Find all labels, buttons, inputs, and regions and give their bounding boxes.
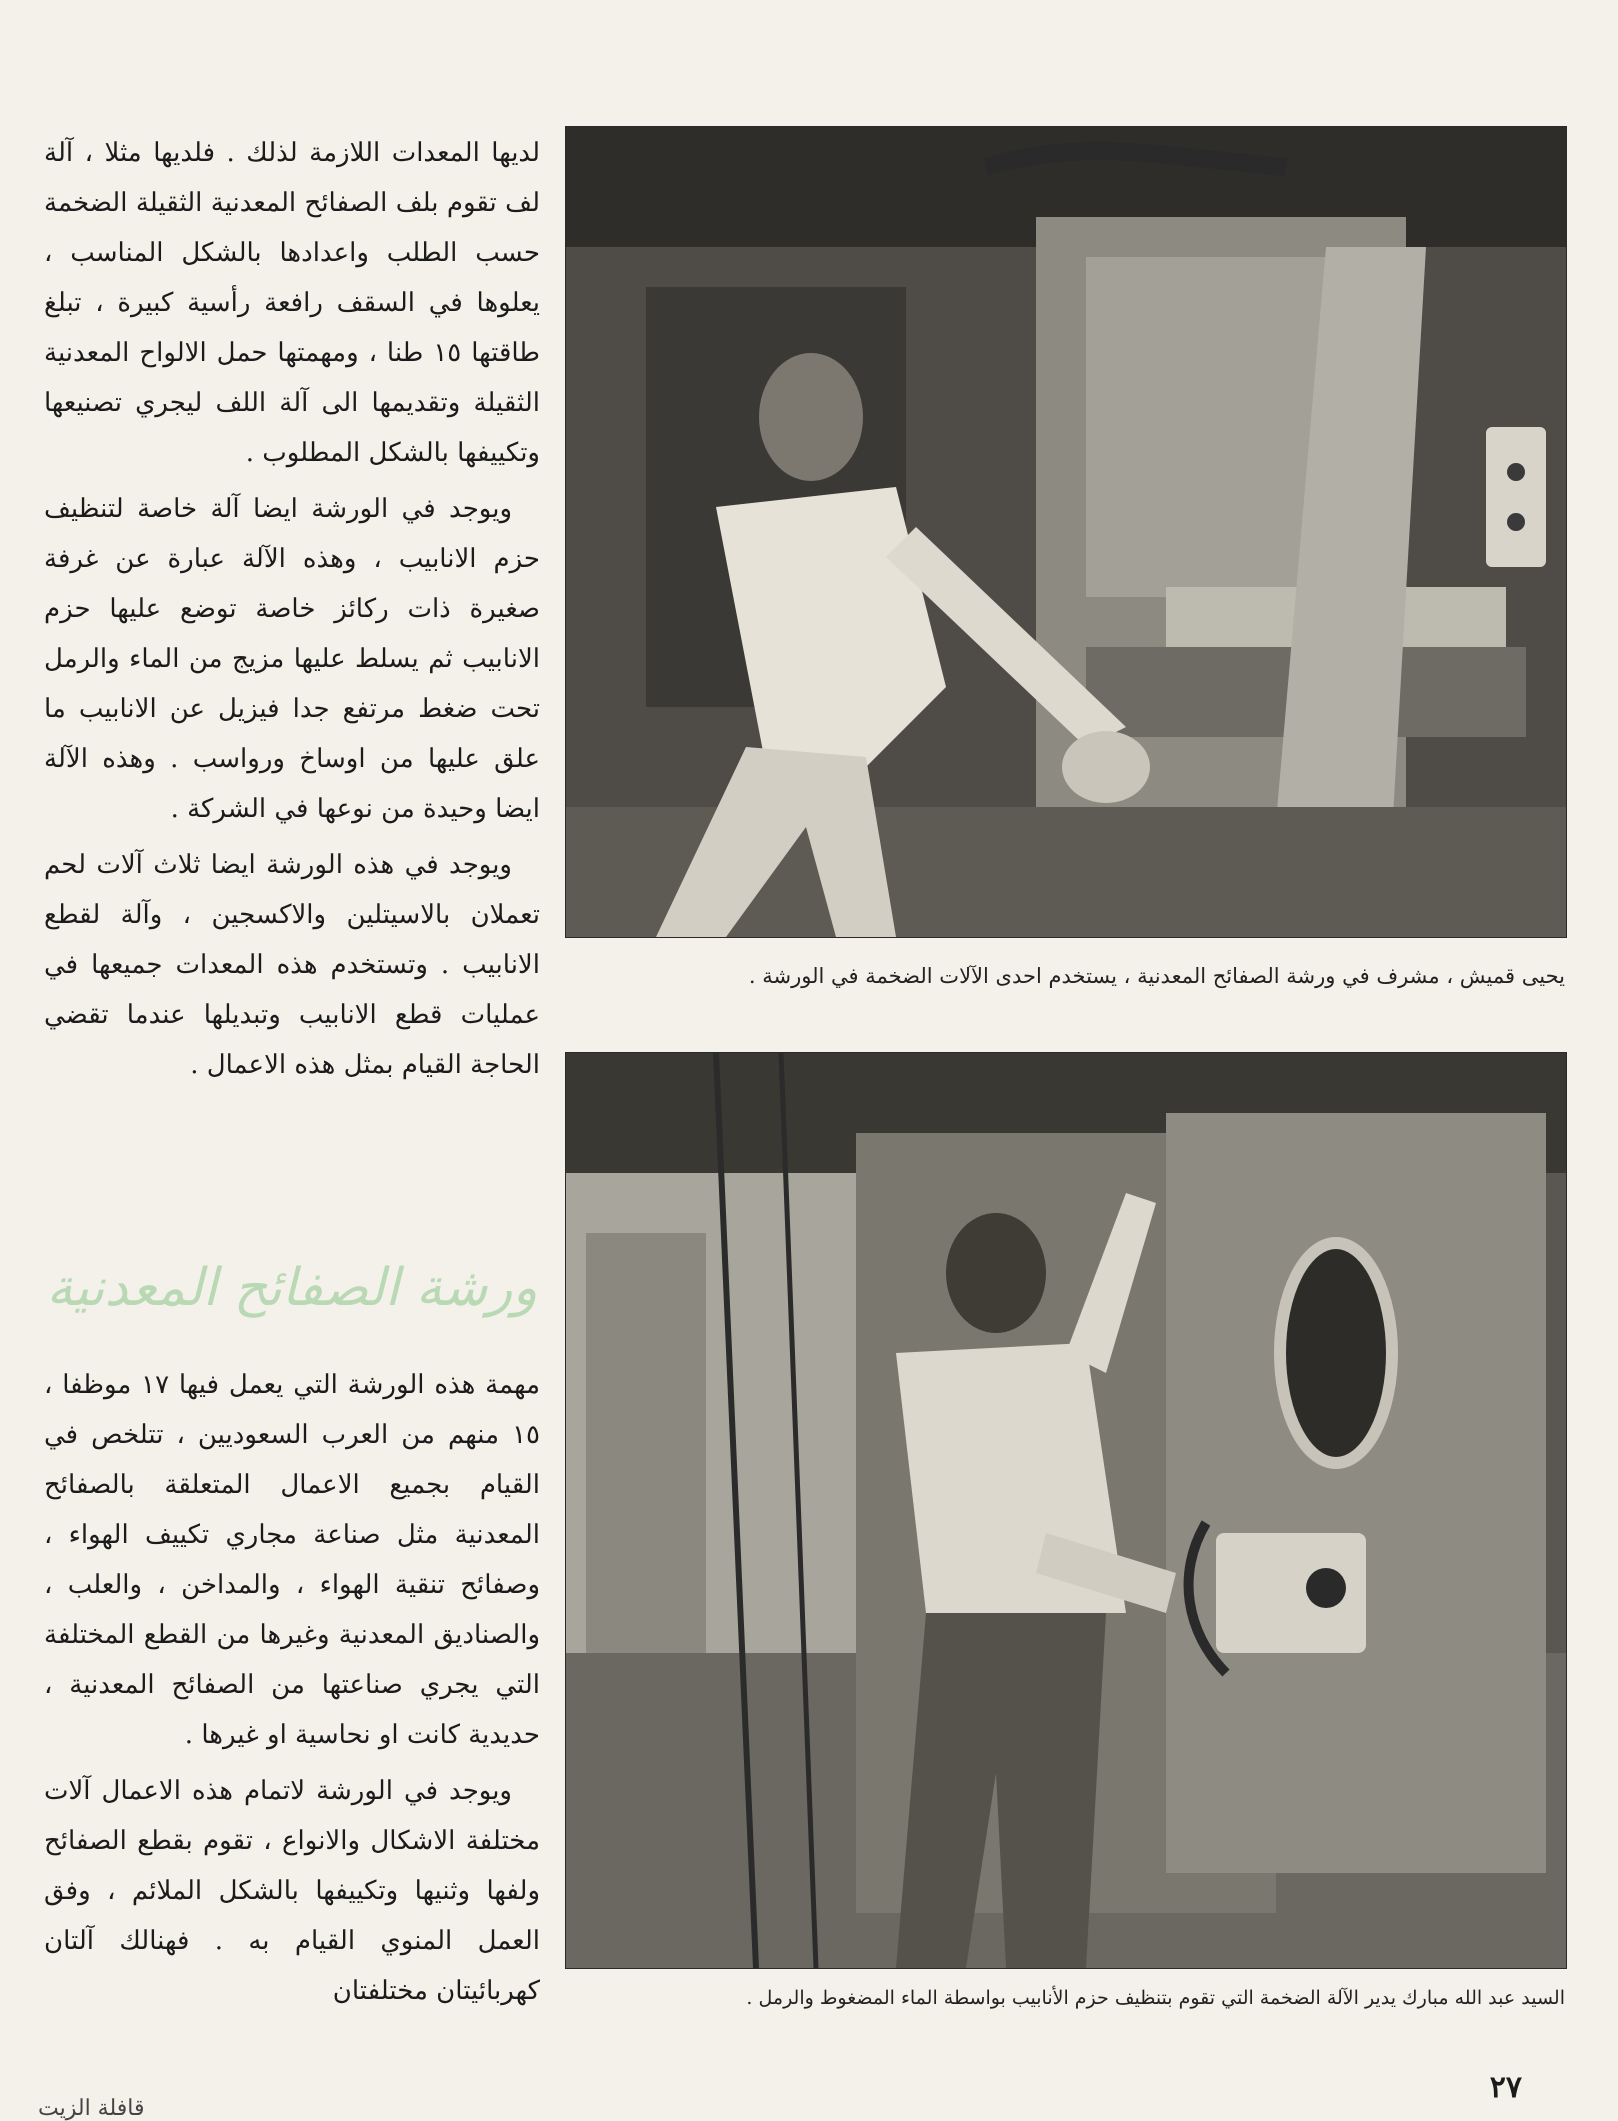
paragraph: ويوجد في هذه الورشة ايضا ثلاث آلات لحم تعملان بالاسيتلين والاكسجين ، وآلة لقطع الانابيب . وتستخدم هذه المعدات جميعها في عمليات قطع الانابيب وتبديلها عندما تقضي الحاجة القيام بمثل هذه الاعمال . xyxy=(44,850,540,1080)
photo-caption: السيد عبد الله مبارك يدير الآلة الضخمة التي تقوم بتنظيف حزم الأنابيب بواسطة الماء المضغوط والرمل . xyxy=(746,1987,1565,2009)
paragraph: ويوجد في الورشة لاتمام هذه الاعمال آلات مختلفة الاشكال والانواع ، تقوم بقطع الصفائح ولفها وثنيها وتكييفها بالشكل الملائم ، وفق العمل المنوي القيام به . فهنالك آلتان كهربائيتان مختلفتان xyxy=(44,1776,540,2006)
page-number: ٢٧ xyxy=(1489,2070,1522,2105)
paragraph: ويوجد في الورشة ايضا آلة خاصة لتنظيف حزم الانابيب ، وهذه الآلة عبارة عن غرفة صغيرة ذات ركائز خاصة توضع عليها حزم الانابيب ثم يسلط عليها مزيج من الماء والرمل تحت ضغط مرتفع جدا فيزيل عن الانابيب ما علق عليها من اوساخ ورواسب . وهذه الآلة ايضا وحيدة من نوعها في الشركة . xyxy=(44,494,540,824)
paragraph: لديها المعدات اللازمة لذلك . فلديها مثلا ، آلة لف تقوم بلف الصفائح المعدنية الثقيلة الضخمة حسب الطلب واعدادها بالشكل المناسب ، يعلوها في السقف رافعة رأسية كبيرة ، تبلغ طاقتها ١٥ طنا ، ومهمتها حمل الالواح المعدنية الثقيلة وتقديمها الى آلة اللف ليجري تصنيعها وتكييفها بالشكل المطلوب . xyxy=(44,138,540,468)
article-column-top xyxy=(44,128,540,1096)
photo-worker-press xyxy=(565,126,1567,938)
paragraph: مهمة هذه الورشة التي يعمل فيها ١٧ موظفا ، ١٥ منهم من العرب السعوديين ، تتلخص في القيام بجميع الاعمال المتعلقة بالصفائح المعدنية مثل صناعة مجاري تكييف الهواء ، وصفائح تنقية الهواء ، والمداخن ، والعلب ، والصناديق المعدنية وغيرها من القطع المختلفة التي يجري صناعتها من الصفائح المعدنية ، حديدية كانت او نحاسية او غيرها . xyxy=(44,1370,540,1750)
section-heading: ورشة الصفائح المعدنية xyxy=(46,1258,538,1318)
article-column-bottom xyxy=(44,1360,540,2022)
photo-caption: يحيى قميش ، مشرف في ورشة الصفائح المعدنية ، يستخدم احدى الآلات الضخمة في الورشة . xyxy=(748,964,1565,988)
running-footer: قافلة الزيت xyxy=(38,2096,145,2121)
photo-worker-cleaning-machine xyxy=(565,1052,1567,1969)
